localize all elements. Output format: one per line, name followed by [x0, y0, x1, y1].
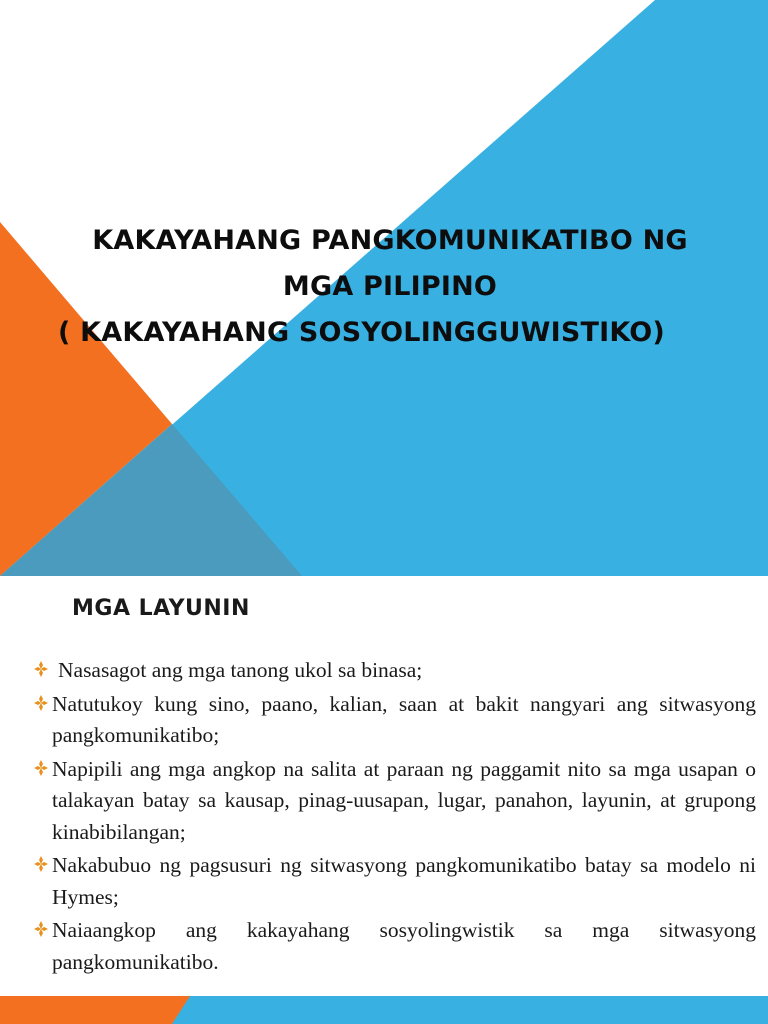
objectives-heading: MGA LAYUNIN — [72, 596, 250, 621]
blue-strip-shape — [172, 996, 768, 1024]
objective-text: Nakabubuo ng pagsusuri ng sitwasyong pangkomunikatibo batay sa modelo ni Hymes; — [52, 853, 756, 909]
objective-text: Nasasagot ang mga tanong ukol sa binasa; — [58, 658, 423, 682]
objective-text: Naiaangkop ang kakayahang sosyolingwistik sa mga sitwasyong pangkomunikatibo. — [52, 918, 756, 974]
list-item — [32, 655, 756, 687]
diamond-bullet-icon — [32, 657, 52, 681]
list-item — [32, 850, 756, 913]
list-item — [32, 915, 756, 978]
diamond-bullet-icon — [32, 691, 52, 715]
objective-text: Natutukoy kung sino, paano, kalian, saan at bakit nangyari ang sitwasyong pangkomunikatibo; — [52, 691, 756, 747]
list-item — [32, 754, 756, 849]
diamond-bullet-icon — [32, 917, 52, 941]
diamond-bullet-icon — [32, 852, 52, 876]
diamond-bullet-icon — [32, 756, 52, 780]
title-line-3: ( KAKAYAHANG SOSYOLINGGUWISTIKO) — [58, 317, 665, 348]
title-line-1: KAKAYAHANG PANGKOMUNIKATIBO NG — [92, 225, 688, 256]
list-item — [32, 689, 756, 752]
title-line-2: MGA PILIPINO — [282, 271, 498, 302]
next-slide-decoration — [0, 996, 768, 1024]
objective-text: Napipili ang mga angkop na salita at paraan ng paggamit nito sa mga usapan o talakayan batay sa kausap, pinag-uusapan, lugar, panahon, layunin, at grupong kinabibilangan; — [52, 756, 756, 844]
objectives-list — [32, 655, 756, 980]
slide-title — [40, 218, 740, 356]
